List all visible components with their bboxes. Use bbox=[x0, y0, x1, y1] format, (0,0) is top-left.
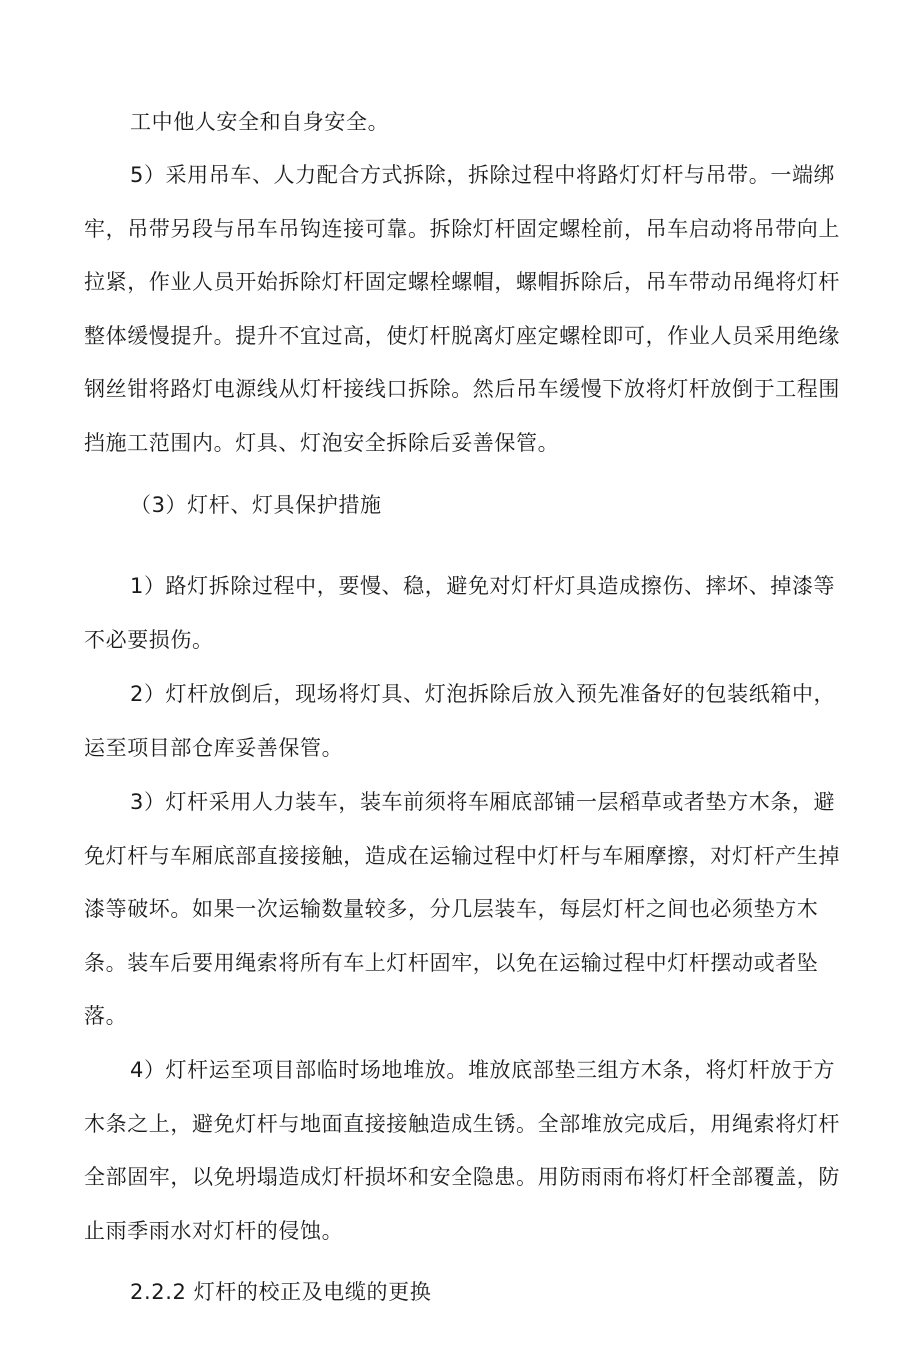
paragraph-intro-tail: 工中他人安全和自身安全。 bbox=[130, 110, 390, 134]
paragraph-protection-2: 2）灯杆放倒后，现场将灯具、灯泡拆除后放入预先准备好的包装纸箱中，运至项目部仓库妥善保管。 bbox=[84, 682, 836, 760]
paragraph-protection-4: 4）灯杆运至项目部临时场地堆放。堆放底部垫三组方木条，将灯杆放于方木条之上，避免灯杆与地面直接接触造成生锈。全部堆放完成后，用绳索将灯杆全部固牢，以免坍塌造成灯杆损坏和安全隐患。用防雨雨布将灯杆全部覆盖，防止雨季雨水对灯杆的侵蚀。 bbox=[84, 1058, 840, 1243]
paragraph-protection-1: 1）路灯拆除过程中，要慢、稳，避免对灯杆灯具造成擦伤、摔坏、掉漆等不必要损伤。 bbox=[84, 574, 836, 652]
section-heading-protection: （3）灯杆、灯具保护措施 bbox=[130, 493, 382, 517]
paragraph-protection-3: 3）灯杆采用人力装车，装车前须将车厢底部铺一层稻草或者垫方木条，避免灯杆与车厢底部直接接触，造成在运输过程中灯杆与车厢摩擦，对灯杆产生掉漆等破坏。如果一次运输数量较多，分几层装车，每层灯杆之间也必须垫方木条。装车后要用绳索将所有车上灯杆固牢，以免在运输过程中灯杆摆动或者坠落。 bbox=[84, 790, 840, 1028]
paragraph-item-5: 5）采用吊车、人力配合方式拆除，拆除过程中将路灯灯杆与吊带。一端绑牢，吊带另段与吊车吊钩连接可靠。拆除灯杆固定螺栓前，吊车启动将吊带向上拉紧，作业人员开始拆除灯杆固定螺栓螺帽，螺帽拆除后，吊车带动吊绳将灯杆整体缓慢提升。提升不宜过高，使灯杆脱离灯座定螺栓即可，作业人员采用绝缘钢丝钳将路灯电源线从灯杆接线口拆除。然后吊车缓慢下放将灯杆放倒于工程围挡施工范围内。灯具、灯泡安全拆除后妥善保管。 bbox=[84, 163, 840, 455]
section-heading-2-2-2: 2.2.2 灯杆的校正及电缆的更换 bbox=[130, 1280, 432, 1304]
